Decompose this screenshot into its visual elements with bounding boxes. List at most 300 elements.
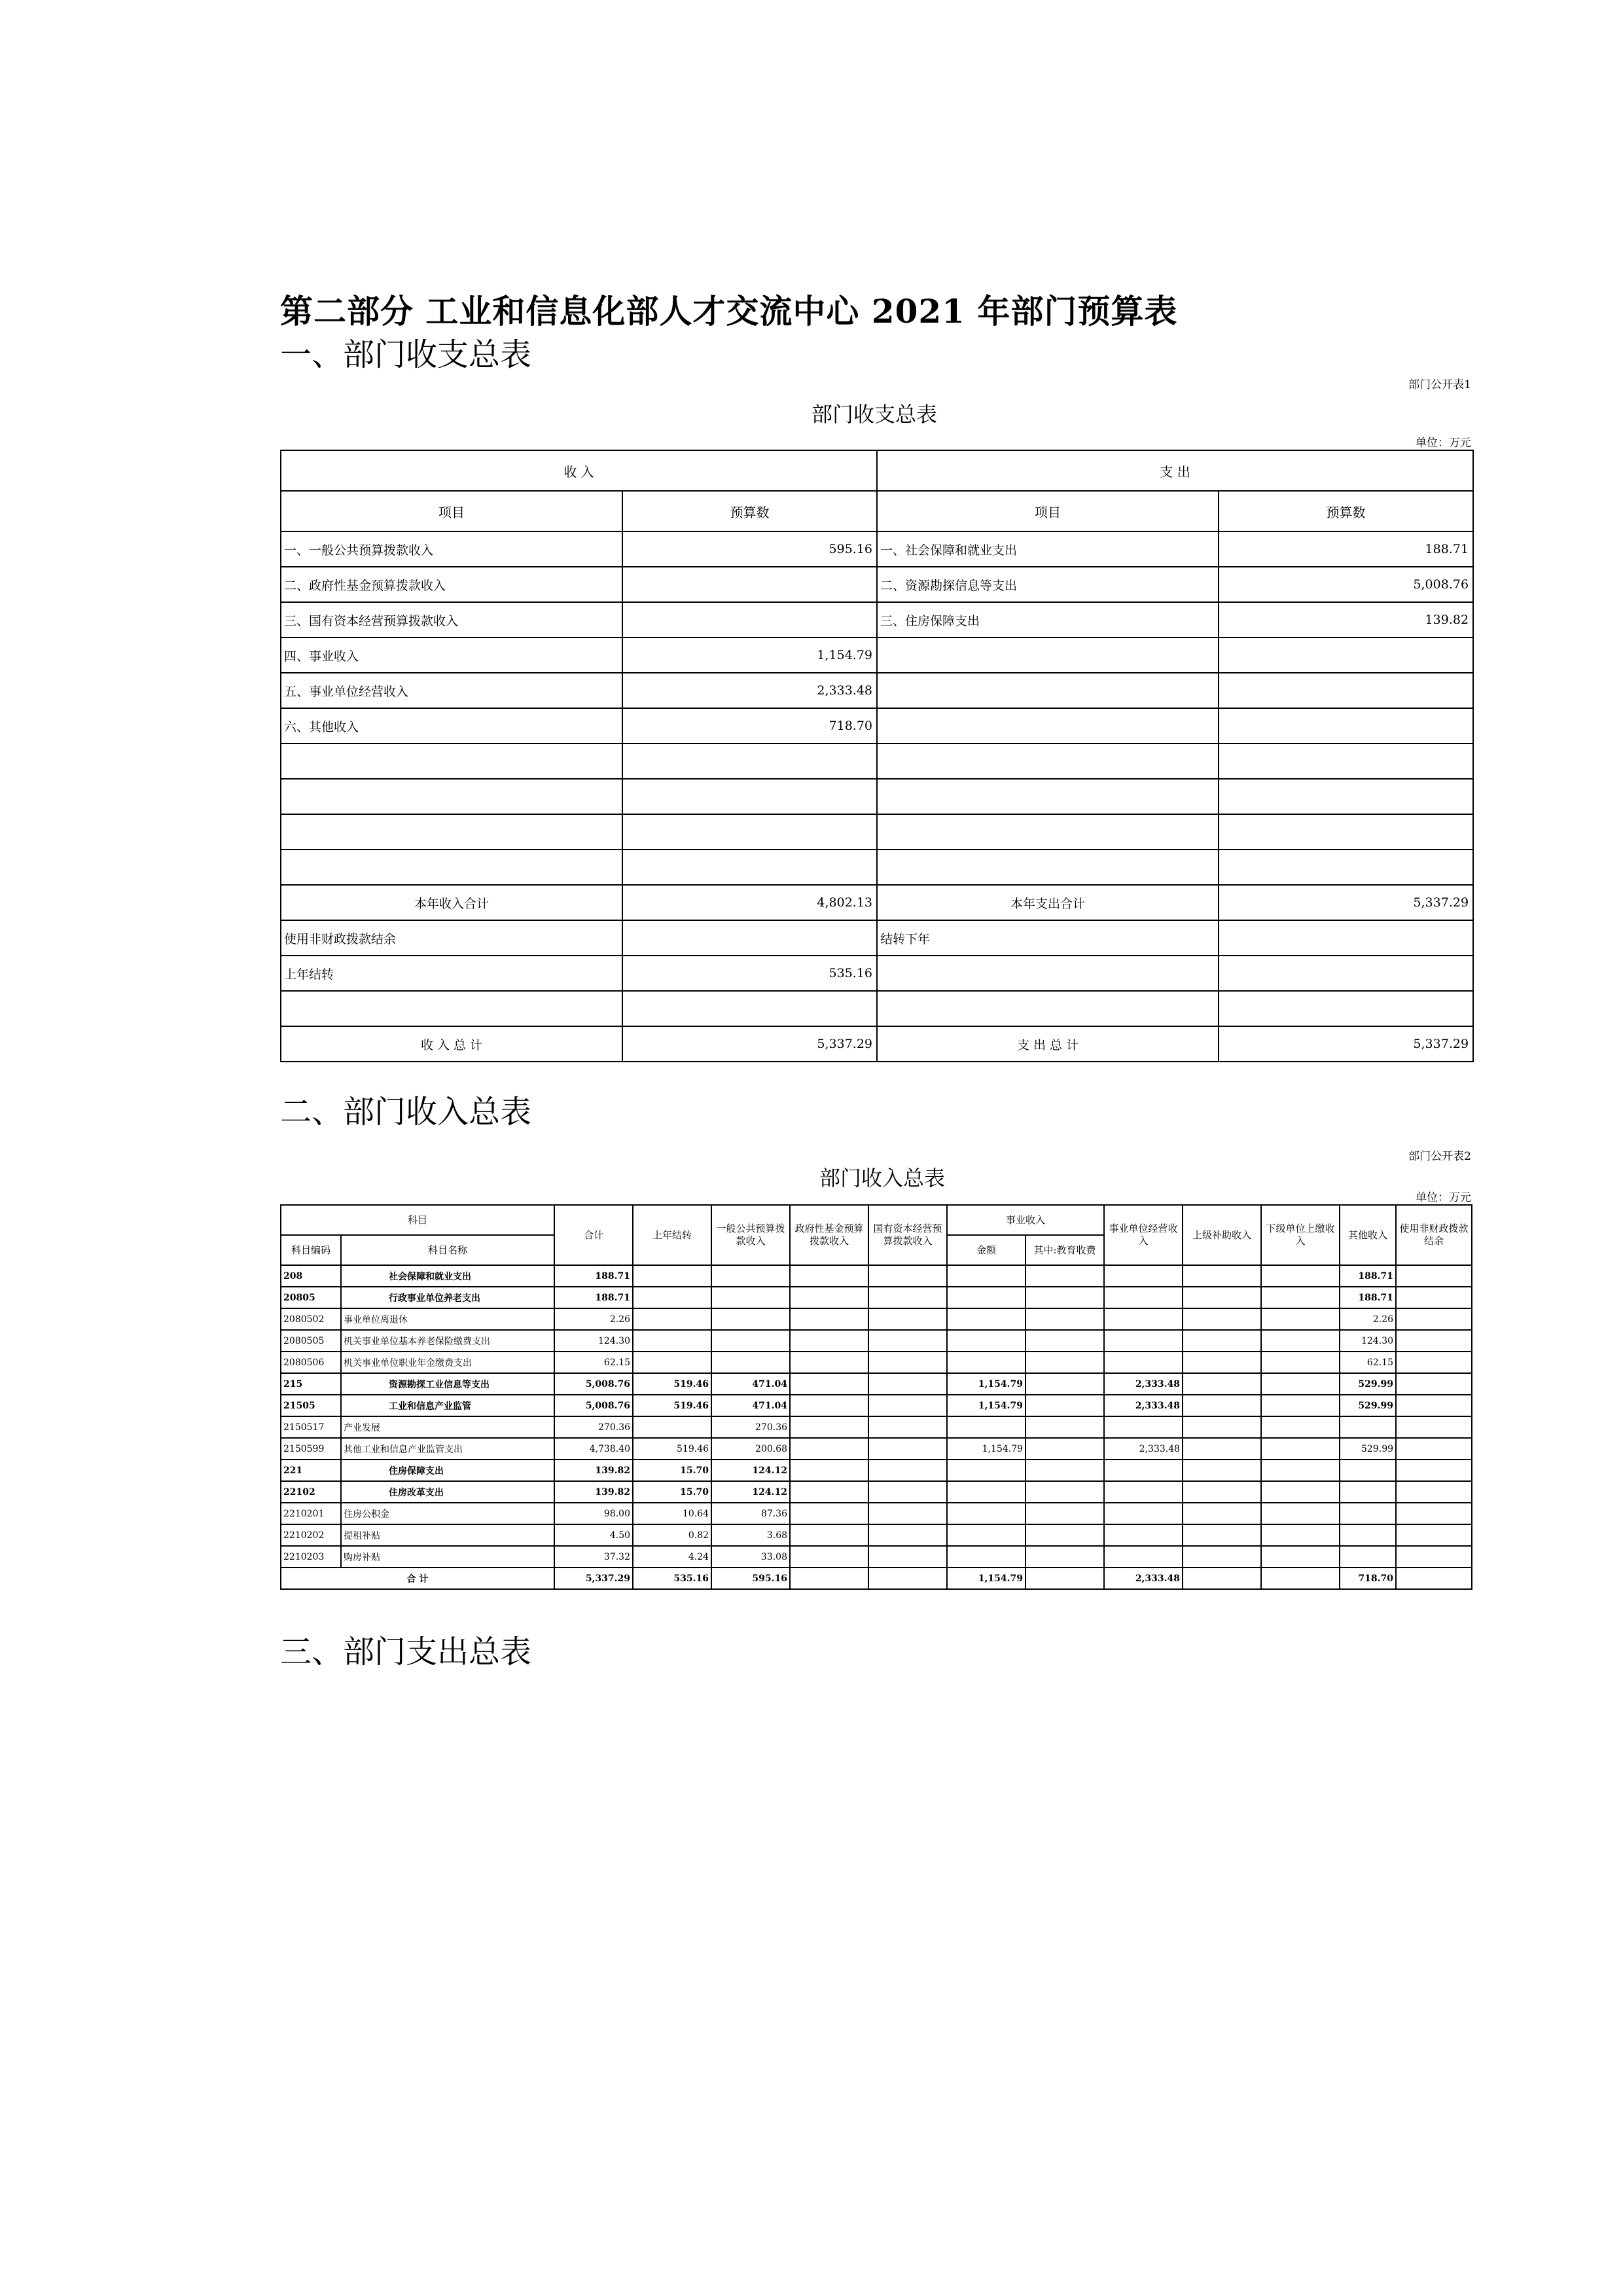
nonfiscal-cell [1396, 1460, 1472, 1481]
upper-cell [1183, 1481, 1261, 1503]
total-cell: 188.71 [554, 1265, 633, 1287]
last-year-cell [633, 1330, 711, 1352]
fund-cell [790, 1373, 868, 1395]
fund-cell [790, 1546, 868, 1568]
general-cell [711, 1352, 790, 1373]
fund-cell [790, 1503, 868, 1524]
business-amount-cell [947, 1503, 1026, 1524]
section-title-3: 三、部门支出总表 [280, 1634, 532, 1670]
subject-code-cell: 221 [281, 1460, 341, 1481]
subject-code-cell: 2150517 [281, 1416, 341, 1438]
table-row [281, 1416, 1472, 1438]
general-cell: 270.36 [711, 1416, 790, 1438]
total-cell: 188.71 [554, 1287, 633, 1308]
upper-cell [1183, 1373, 1261, 1395]
empty-cell [877, 991, 1219, 1026]
business-amount-cell [947, 1287, 1026, 1308]
operating-cell [1104, 1524, 1183, 1546]
lower-cell [1261, 1503, 1340, 1524]
edu-fee-cell [1026, 1524, 1104, 1546]
subject-name-cell: 住房改革支出 [341, 1481, 554, 1503]
subject-code-cell: 22102 [281, 1481, 341, 1503]
other-cell [1340, 1460, 1396, 1481]
income-value-cell: 1,154.79 [622, 637, 877, 673]
lower-cell [1261, 1524, 1340, 1546]
sum-upper [1183, 1568, 1261, 1589]
summary-row [281, 567, 1473, 602]
subject-code-cell: 2210202 [281, 1524, 341, 1546]
table-row [281, 1460, 1472, 1481]
table-row [281, 1546, 1472, 1568]
upper-cell [1183, 1524, 1261, 1546]
upper-cell [1183, 1352, 1261, 1373]
capital-cell [868, 1395, 947, 1416]
income-item-cell: 三、国有资本经营预算拨款收入 [281, 602, 622, 637]
income-value-cell [622, 779, 877, 814]
empty-cell [622, 991, 877, 1026]
empty-cell [1219, 991, 1473, 1026]
expense-value-cell [1219, 744, 1473, 779]
sum-fund [790, 1568, 868, 1589]
expense-item-cell [877, 637, 1219, 673]
col-amount-expense: 预算数 [1219, 491, 1473, 531]
section-title-1: 一、部门收支总表 [280, 336, 532, 373]
subject-code-cell: 21505 [281, 1395, 341, 1416]
hdr-capital: 国有资本经营预算拨款收入 [868, 1205, 947, 1265]
summary-row [281, 531, 1473, 567]
fund-cell [790, 1460, 868, 1481]
expense-item-cell: 一、社会保障和就业支出 [877, 531, 1219, 567]
income-total-label: 收 入 总 计 [281, 1026, 622, 1062]
hdr-fund: 政府性基金预算拨款收入 [790, 1205, 868, 1265]
upper-cell [1183, 1395, 1261, 1416]
expense-total-label: 支 出 总 计 [877, 1026, 1219, 1062]
last-year-cell: 4.24 [633, 1546, 711, 1568]
hdr-operating: 事业单位经营收入 [1104, 1205, 1183, 1265]
general-cell: 124.12 [711, 1481, 790, 1503]
total-cell: 270.36 [554, 1416, 633, 1438]
year-income-label: 本年收入合计 [281, 885, 622, 920]
year-expense-value: 5,337.29 [1219, 885, 1473, 920]
capital-cell [868, 1373, 947, 1395]
table2-unit: 单位：万元 [1416, 1191, 1471, 1204]
last-year-cell [633, 1308, 711, 1330]
upper-cell [1183, 1330, 1261, 1352]
last-year-cell: 15.70 [633, 1460, 711, 1481]
expense-value-cell [1219, 708, 1473, 744]
sum-edu [1026, 1568, 1104, 1589]
col-item-income: 项目 [281, 491, 622, 531]
fund-cell [790, 1308, 868, 1330]
expense-item-cell: 二、资源勘探信息等支出 [877, 567, 1219, 602]
sum-general: 595.16 [711, 1568, 790, 1589]
empty-cell [281, 991, 622, 1026]
expense-value-cell: 139.82 [1219, 602, 1473, 637]
carry-next-label: 结转下年 [877, 920, 1219, 956]
lower-cell [1261, 1416, 1340, 1438]
expense-header: 支 出 [877, 450, 1473, 491]
upper-cell [1183, 1438, 1261, 1460]
lower-cell [1261, 1352, 1340, 1373]
hdr-edu: 其中:教育收费 [1026, 1235, 1104, 1265]
edu-fee-cell [1026, 1395, 1104, 1416]
other-cell [1340, 1524, 1396, 1546]
lower-cell [1261, 1460, 1340, 1481]
income-value-cell: 718.70 [622, 708, 877, 744]
income-value-cell [622, 602, 877, 637]
business-amount-cell [947, 1265, 1026, 1287]
sum-label: 合 计 [281, 1568, 554, 1589]
total-cell: 139.82 [554, 1460, 633, 1481]
table-row [281, 1330, 1472, 1352]
sum-operating: 2,333.48 [1104, 1568, 1183, 1589]
other-cell: 529.99 [1340, 1438, 1396, 1460]
last-year-cell: 0.82 [633, 1524, 711, 1546]
income-item-cell [281, 850, 622, 885]
general-cell: 3.68 [711, 1524, 790, 1546]
expense-total-value: 5,337.29 [1219, 1026, 1473, 1062]
lower-cell [1261, 1373, 1340, 1395]
nonfiscal-label: 使用非财政拨款结余 [281, 920, 622, 956]
nonfiscal-cell [1396, 1416, 1472, 1438]
lower-cell [1261, 1546, 1340, 1568]
sum-nonfiscal [1396, 1568, 1472, 1589]
col-amount-income: 预算数 [622, 491, 877, 531]
fund-cell [790, 1524, 868, 1546]
income-value-cell [622, 567, 877, 602]
expense-item-cell [877, 814, 1219, 850]
general-cell: 471.04 [711, 1373, 790, 1395]
table-row [281, 1395, 1472, 1416]
general-cell: 33.08 [711, 1546, 790, 1568]
business-amount-cell [947, 1524, 1026, 1546]
general-cell: 471.04 [711, 1395, 790, 1416]
subject-name-cell: 社会保障和就业支出 [341, 1265, 554, 1287]
hdr-subject: 科目 [281, 1205, 554, 1235]
total-cell: 5,008.76 [554, 1395, 633, 1416]
hdr-other: 其他收入 [1340, 1205, 1396, 1265]
lower-cell [1261, 1395, 1340, 1416]
edu-fee-cell [1026, 1481, 1104, 1503]
expense-item-cell [877, 850, 1219, 885]
total-cell: 98.00 [554, 1503, 633, 1524]
other-cell [1340, 1416, 1396, 1438]
expense-value-cell [1219, 850, 1473, 885]
fund-cell [790, 1265, 868, 1287]
nonfiscal-cell [1396, 1524, 1472, 1546]
nonfiscal-cell [1396, 1438, 1472, 1460]
hdr-name: 科目名称 [341, 1235, 554, 1265]
business-amount-cell [947, 1352, 1026, 1373]
total-cell: 62.15 [554, 1352, 633, 1373]
year-income-value: 4,802.13 [622, 885, 877, 920]
capital-cell [868, 1416, 947, 1438]
table1-tag: 部门公开表1 [1408, 378, 1471, 391]
expense-value-cell [1219, 814, 1473, 850]
last-year-cell: 519.46 [633, 1438, 711, 1460]
hdr-last-year: 上年结转 [633, 1205, 711, 1265]
other-cell: 2.26 [1340, 1308, 1396, 1330]
income-item-cell: 六、其他收入 [281, 708, 622, 744]
hdr-business: 事业收入 [947, 1205, 1104, 1235]
other-cell: 188.71 [1340, 1265, 1396, 1287]
expense-value-cell [1219, 637, 1473, 673]
upper-cell [1183, 1287, 1261, 1308]
table-row [281, 1308, 1472, 1330]
other-cell [1340, 1481, 1396, 1503]
lower-cell [1261, 1265, 1340, 1287]
expense-item-cell: 三、住房保障支出 [877, 602, 1219, 637]
operating-cell [1104, 1481, 1183, 1503]
total-cell: 139.82 [554, 1481, 633, 1503]
subject-name-cell: 事业单位离退休 [341, 1308, 554, 1330]
operating-cell [1104, 1308, 1183, 1330]
fund-cell [790, 1481, 868, 1503]
subject-name-cell: 行政事业单位养老支出 [341, 1287, 554, 1308]
last-year-cell [633, 1416, 711, 1438]
expense-value-cell [1219, 673, 1473, 708]
summary-row [281, 814, 1473, 850]
summary-row [281, 744, 1473, 779]
subject-name-cell: 产业发展 [341, 1416, 554, 1438]
table2-tag: 部门公开表2 [1408, 1150, 1471, 1163]
other-cell: 62.15 [1340, 1352, 1396, 1373]
last-year-cell [633, 1287, 711, 1308]
income-header: 收 入 [281, 450, 877, 491]
business-amount-cell: 1,154.79 [947, 1395, 1026, 1416]
summary-row [281, 850, 1473, 885]
upper-cell [1183, 1416, 1261, 1438]
subject-name-cell: 资源勘探工业信息等支出 [341, 1373, 554, 1395]
subject-code-cell: 2210201 [281, 1503, 341, 1524]
edu-fee-cell [1026, 1352, 1104, 1373]
budget-summary-table [280, 450, 1474, 1062]
subject-code-cell: 2150599 [281, 1438, 341, 1460]
income-item-cell: 五、事业单位经营收入 [281, 673, 622, 708]
sum-other: 718.70 [1340, 1568, 1396, 1589]
capital-cell [868, 1287, 947, 1308]
income-item-cell: 一、一般公共预算拨款收入 [281, 531, 622, 567]
last-year-value: 535.16 [622, 956, 877, 991]
subject-code-cell: 2210203 [281, 1546, 341, 1568]
total-cell: 37.32 [554, 1546, 633, 1568]
table1-title: 部门收支总表 [812, 402, 938, 427]
nonfiscal-cell [1396, 1395, 1472, 1416]
edu-fee-cell [1026, 1265, 1104, 1287]
last-year-label: 上年结转 [281, 956, 622, 991]
income-total-value: 5,337.29 [622, 1026, 877, 1062]
total-cell: 5,008.76 [554, 1373, 633, 1395]
year-expense-label: 本年支出合计 [877, 885, 1219, 920]
operating-cell [1104, 1460, 1183, 1481]
income-item-cell [281, 744, 622, 779]
edu-fee-cell [1026, 1460, 1104, 1481]
business-amount-cell [947, 1460, 1026, 1481]
general-cell [711, 1287, 790, 1308]
upper-cell [1183, 1308, 1261, 1330]
subject-name-cell: 工业和信息产业监管 [341, 1395, 554, 1416]
nonfiscal-cell [1396, 1503, 1472, 1524]
carry-next-value [1219, 920, 1473, 956]
nonfiscal-cell [1396, 1287, 1472, 1308]
general-cell: 124.12 [711, 1460, 790, 1481]
nonfiscal-cell [1396, 1352, 1472, 1373]
expense-item-cell [877, 673, 1219, 708]
table-row [281, 1352, 1472, 1373]
capital-cell [868, 1308, 947, 1330]
operating-cell [1104, 1416, 1183, 1438]
capital-cell [868, 1524, 947, 1546]
table-row [281, 1524, 1472, 1546]
capital-cell [868, 1460, 947, 1481]
sum-last-year: 535.16 [633, 1568, 711, 1589]
general-cell [711, 1265, 790, 1287]
hdr-general: 一般公共预算拨款收入 [711, 1205, 790, 1265]
lower-cell [1261, 1308, 1340, 1330]
income-item-cell [281, 779, 622, 814]
operating-cell: 2,333.48 [1104, 1438, 1183, 1460]
capital-cell [868, 1352, 947, 1373]
other-cell [1340, 1503, 1396, 1524]
income-summary-table [280, 1204, 1472, 1590]
subject-name-cell: 住房公积金 [341, 1503, 554, 1524]
business-amount-cell: 1,154.79 [947, 1438, 1026, 1460]
section-title-2: 二、部门收入总表 [280, 1094, 532, 1130]
income-item-cell: 二、政府性基金预算拨款收入 [281, 567, 622, 602]
table-row [281, 1287, 1472, 1308]
other-cell: 529.99 [1340, 1373, 1396, 1395]
other-cell: 188.71 [1340, 1287, 1396, 1308]
income-value-cell: 595.16 [622, 531, 877, 567]
other-cell: 529.99 [1340, 1395, 1396, 1416]
expense-item-cell [877, 779, 1219, 814]
lower-cell [1261, 1438, 1340, 1460]
total-cell: 2.26 [554, 1308, 633, 1330]
business-amount-cell [947, 1481, 1026, 1503]
subject-code-cell: 2080505 [281, 1330, 341, 1352]
operating-cell [1104, 1330, 1183, 1352]
nonfiscal-cell [1396, 1373, 1472, 1395]
nonfiscal-cell [1396, 1481, 1472, 1503]
capital-cell [868, 1265, 947, 1287]
table1-unit: 单位：万元 [1416, 437, 1471, 450]
sum-capital [868, 1568, 947, 1589]
sum-lower [1261, 1568, 1340, 1589]
operating-cell: 2,333.48 [1104, 1373, 1183, 1395]
lower-cell [1261, 1330, 1340, 1352]
col-item-expense: 项目 [877, 491, 1219, 531]
nonfiscal-cell [1396, 1308, 1472, 1330]
upper-cell [1183, 1546, 1261, 1568]
fund-cell [790, 1438, 868, 1460]
subject-name-cell: 提租补贴 [341, 1524, 554, 1546]
operating-cell: 2,333.48 [1104, 1395, 1183, 1416]
edu-fee-cell [1026, 1287, 1104, 1308]
lower-cell [1261, 1287, 1340, 1308]
operating-cell [1104, 1287, 1183, 1308]
edu-fee-cell [1026, 1438, 1104, 1460]
table-row [281, 1438, 1472, 1460]
last-year-cell: 519.46 [633, 1395, 711, 1416]
capital-cell [868, 1438, 947, 1460]
main-title: 第二部分 工业和信息化部人才交流中心 2021 年部门预算表 [280, 292, 1178, 331]
income-value-cell [622, 814, 877, 850]
last-year-cell: 10.64 [633, 1503, 711, 1524]
capital-cell [868, 1481, 947, 1503]
hdr-lower: 下级单位上缴收入 [1261, 1205, 1340, 1265]
income-value-cell [622, 850, 877, 885]
summary-row [281, 779, 1473, 814]
fund-cell [790, 1416, 868, 1438]
summary-row [281, 673, 1473, 708]
edu-fee-cell [1026, 1416, 1104, 1438]
operating-cell [1104, 1352, 1183, 1373]
table-row [281, 1503, 1472, 1524]
nonfiscal-value [622, 920, 877, 956]
subject-code-cell: 208 [281, 1265, 341, 1287]
expense-value-cell: 188.71 [1219, 531, 1473, 567]
total-cell: 4.50 [554, 1524, 633, 1546]
sum-total: 5,337.29 [554, 1568, 633, 1589]
operating-cell [1104, 1503, 1183, 1524]
upper-cell [1183, 1503, 1261, 1524]
last-year-cell [633, 1265, 711, 1287]
table-row [281, 1481, 1472, 1503]
expense-item-cell [877, 708, 1219, 744]
fund-cell [790, 1330, 868, 1352]
subject-code-cell: 20805 [281, 1287, 341, 1308]
income-item-cell [281, 814, 622, 850]
subject-name-cell: 其他工业和信息产业监管支出 [341, 1438, 554, 1460]
operating-cell [1104, 1546, 1183, 1568]
hdr-nonfiscal: 使用非财政拨款结余 [1396, 1205, 1472, 1265]
upper-cell [1183, 1460, 1261, 1481]
capital-cell [868, 1503, 947, 1524]
subject-code-cell: 2080502 [281, 1308, 341, 1330]
income-value-cell: 2,333.48 [622, 673, 877, 708]
lower-cell [1261, 1481, 1340, 1503]
edu-fee-cell [1026, 1546, 1104, 1568]
nonfiscal-cell [1396, 1265, 1472, 1287]
business-amount-cell [947, 1416, 1026, 1438]
subject-code-cell: 2080506 [281, 1352, 341, 1373]
income-value-cell [622, 744, 877, 779]
general-cell: 87.36 [711, 1503, 790, 1524]
fund-cell [790, 1287, 868, 1308]
subject-name-cell: 购房补贴 [341, 1546, 554, 1568]
nonfiscal-cell [1396, 1546, 1472, 1568]
subject-name-cell: 机关事业单位职业年金缴费支出 [341, 1352, 554, 1373]
expense-item-cell [877, 744, 1219, 779]
hdr-upper: 上级补助收入 [1183, 1205, 1261, 1265]
capital-cell [868, 1330, 947, 1352]
edu-fee-cell [1026, 1330, 1104, 1352]
other-cell: 124.30 [1340, 1330, 1396, 1352]
business-amount-cell: 1,154.79 [947, 1373, 1026, 1395]
table2-title: 部门收入总表 [819, 1166, 946, 1191]
summary-row [281, 708, 1473, 744]
fund-cell [790, 1352, 868, 1373]
hdr-total: 合计 [554, 1205, 633, 1265]
table-row [281, 1265, 1472, 1287]
hdr-code: 科目编码 [281, 1235, 341, 1265]
subject-code-cell: 215 [281, 1373, 341, 1395]
empty-cell [877, 956, 1219, 991]
business-amount-cell [947, 1546, 1026, 1568]
general-cell: 200.68 [711, 1438, 790, 1460]
edu-fee-cell [1026, 1503, 1104, 1524]
other-cell [1340, 1546, 1396, 1568]
